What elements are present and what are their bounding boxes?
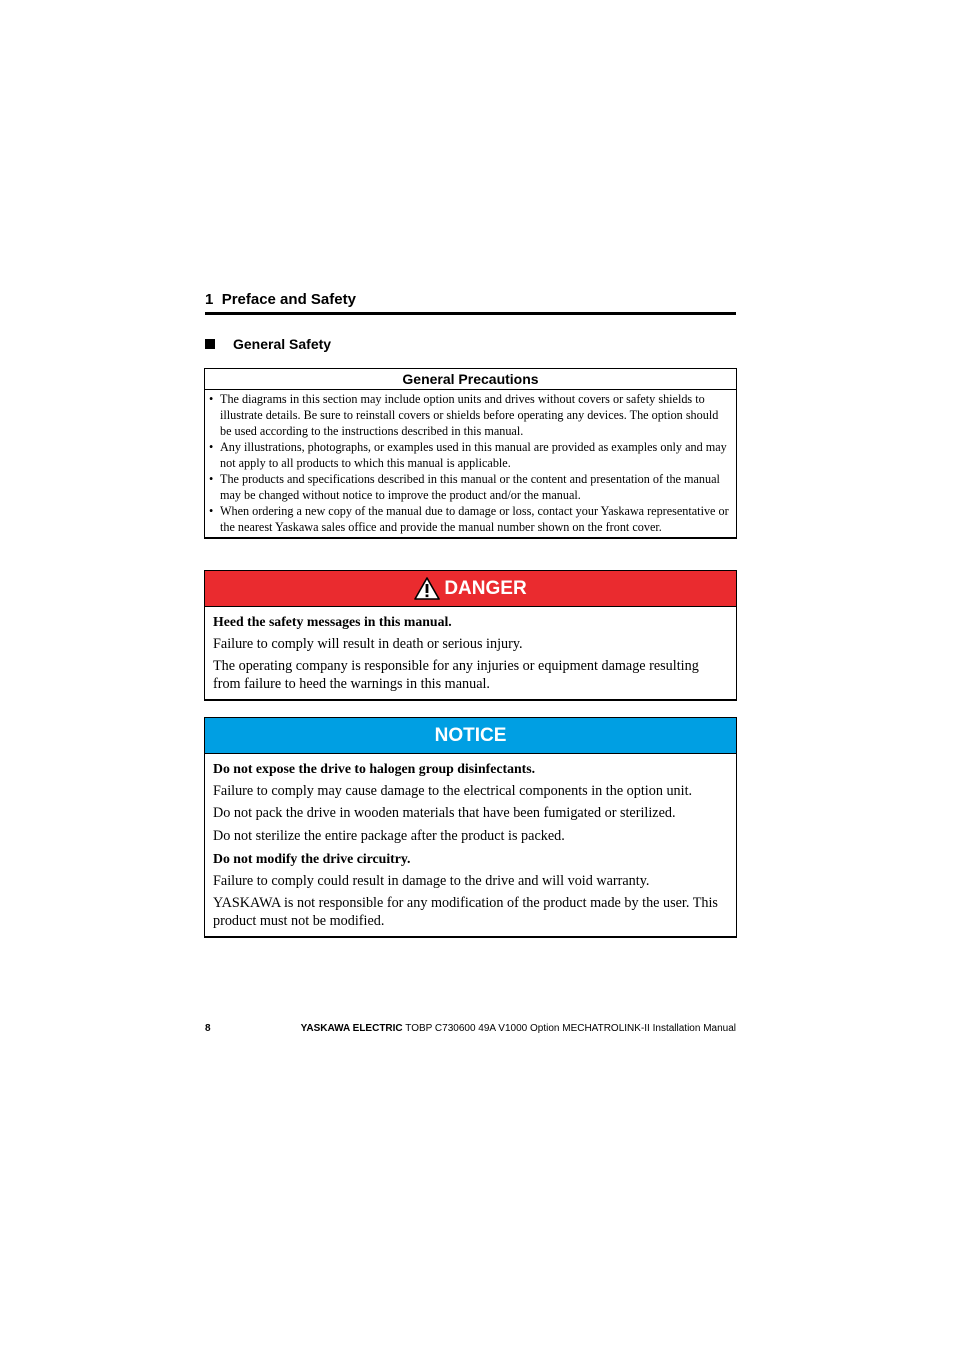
list-item: • Any illustrations, photographs, or examples used in this manual are provided as examples only and may not apply to all products to which this manual is applicable. — [209, 440, 727, 470]
document-info — [301, 1023, 736, 1035]
notice-box — [204, 717, 737, 938]
danger-banner — [205, 571, 736, 607]
notice-line: Do not sterilize the entire package after the product is packed. — [213, 827, 565, 844]
notice-heading: Do not modify the drive circuitry. — [213, 851, 411, 866]
document-title: TOBP C730600 49A V1000 Option MECHATROLINK-II Installation Manual — [405, 1023, 736, 1034]
danger-line: Failure to comply will result in death or serious injury. — [213, 635, 523, 652]
notice-banner — [205, 718, 736, 754]
subheading — [205, 335, 331, 353]
square-bullet-icon — [205, 339, 215, 349]
bullet-icon: • — [209, 440, 214, 454]
danger-heading: Heed the safety messages in this manual. — [213, 614, 452, 629]
subheading-title: General Safety — [233, 336, 332, 352]
section-title: 1 Preface and Safety — [205, 291, 356, 308]
notice-line: Do not pack the drive in wooden materials that have been fumigated or sterilized. — [213, 805, 676, 821]
danger-line: The operating company is responsible for any injuries or equipment damage resulting from failure to heed the warnings in this manual. — [213, 658, 699, 692]
general-precautions-box — [204, 368, 737, 539]
notice-label: NOTICE — [434, 724, 507, 746]
danger-box — [204, 570, 737, 701]
section-header — [205, 291, 736, 315]
list-item: • The products and specifications described in this manual or the content and presentation of the manual may be changed without notice to improve the product and/or the manual. — [209, 472, 720, 502]
notice-line: Failure to comply could result in damage to the drive and will void warranty. — [213, 872, 650, 889]
notice-line: Failure to comply may cause damage to the electrical components in the option unit. — [213, 782, 693, 799]
notice-heading: Do not expose the drive to halogen group disinfectants. — [213, 761, 536, 776]
warning-triangle-icon — [414, 577, 440, 600]
bullet-icon: • — [209, 472, 214, 486]
notice-line: YASKAWA is not responsible for any modification of the product made by the user. This product must not be modified. — [213, 895, 718, 929]
danger-label: DANGER — [444, 577, 527, 599]
page-number: 8 — [205, 1023, 211, 1034]
precautions-header: General Precautions — [205, 369, 736, 390]
danger-body — [205, 607, 736, 699]
precautions-list — [205, 390, 736, 537]
list-item: • The diagrams in this section may include option units and drives without covers or safety shields to illustrate details. Be sure to reinstall covers or shields before operating any devices. The option should be used according to the instructions described in this manual. — [209, 392, 719, 438]
bullet-icon: • — [209, 392, 214, 406]
list-item: • When ordering a new copy of the manual due to damage or loss, contact your Yaskawa representative or the nearest Yaskawa sales office and provide the manual number shown on the front cover. — [209, 504, 729, 534]
notice-body — [205, 754, 736, 936]
brand-name: YASKAWA ELECTRIC — [300, 1023, 403, 1034]
bullet-icon: • — [209, 504, 214, 518]
